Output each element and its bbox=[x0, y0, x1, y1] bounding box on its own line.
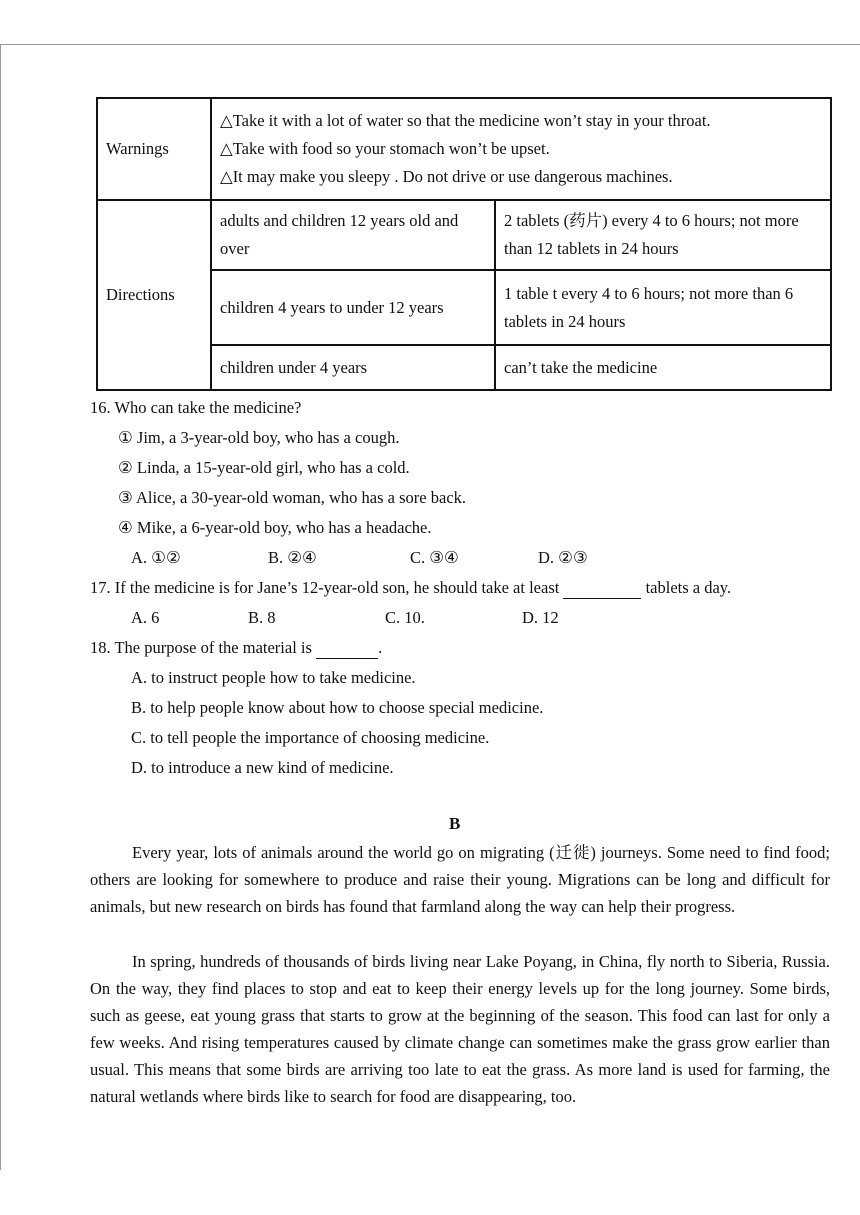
directions-label: Directions bbox=[97, 200, 211, 390]
question-16-stem: 16. Who can take the medicine? bbox=[90, 398, 302, 417]
question-16-statement: ③ Alice, a 30-year-old woman, who has a sore back. bbox=[118, 488, 467, 507]
question-18-stem-text: 18. The purpose of the material is bbox=[90, 638, 312, 657]
warnings-row bbox=[97, 98, 831, 200]
warnings-label: Warnings bbox=[97, 98, 211, 200]
question-18-option-a: A. to instruct people how to take medicine. bbox=[131, 668, 416, 687]
warning-item: △Take with food so your stomach won’t be upset. bbox=[220, 139, 550, 158]
question-16-option-b: B. ②④ bbox=[268, 548, 317, 567]
direction-dose: 1 table t every 4 to 6 hours; not more than 6 tablets in 24 hours bbox=[495, 270, 831, 345]
passage-paragraph: In spring, hundreds of thousands of birds living near Lake Poyang, in China, fly north to Siberia, Russia. On the way, they find places to stop and eat to keep their energy levels up for the long journey. Some birds, such as geese, eat young grass that starts to grow at the beginning of the season. This food can last for only a few weeks. And rising temperatures caused by climate change can sometimes make the grass grow earlier than usual. This means that some birds are arriving too late to eat the grass. As more land is used for farming, the natural wetlands where birds like to search for food are disappearing, too. bbox=[90, 952, 830, 1106]
medicine-label-table bbox=[96, 97, 832, 391]
warnings-list bbox=[211, 98, 831, 200]
direction-dose: can’t take the medicine bbox=[495, 345, 831, 390]
question-18-option-d: D. to introduce a new kind of medicine. bbox=[131, 758, 394, 777]
warning-item: △It may make you sleepy . Do not drive or use dangerous machines. bbox=[220, 167, 673, 186]
page-left-border bbox=[0, 44, 1, 1170]
page-top-border bbox=[0, 44, 860, 45]
question-16-option-d: D. ②③ bbox=[538, 548, 588, 567]
answer-blank bbox=[316, 638, 378, 659]
directions-row bbox=[97, 200, 831, 270]
direction-group: adults and children 12 years old and over bbox=[211, 200, 495, 270]
direction-dose: 2 tablets (药片) every 4 to 6 hours; not more than 12 tablets in 24 hours bbox=[495, 200, 831, 270]
section-title-b: B bbox=[449, 814, 461, 833]
question-16-statement: ② Linda, a 15-year-old girl, who has a cold. bbox=[118, 458, 410, 477]
question-16-statement: ① Jim, a 3-year-old boy, who has a cough. bbox=[118, 428, 400, 447]
warning-item: △Take it with a lot of water so that the medicine won’t stay in your throat. bbox=[220, 111, 711, 130]
answer-blank bbox=[563, 578, 641, 599]
question-18-stem bbox=[90, 638, 382, 659]
question-17-option-c: C. 10. bbox=[385, 608, 425, 627]
question-17-option-b: B. 8 bbox=[248, 608, 276, 627]
question-17-stem bbox=[90, 578, 731, 599]
direction-group: children under 4 years bbox=[211, 345, 495, 390]
question-17-stem-text: 17. If the medicine is for Jane’s 12-year-old son, he should take at least bbox=[90, 578, 560, 597]
question-18-option-b: B. to help people know about how to choose special medicine. bbox=[131, 698, 544, 717]
question-17-option-a: A. 6 bbox=[131, 608, 160, 627]
question-18-option-c: C. to tell people the importance of choosing medicine. bbox=[131, 728, 490, 747]
question-16-option-a: A. ①② bbox=[131, 548, 181, 567]
question-17-option-d: D. 12 bbox=[522, 608, 559, 627]
question-16-statement: ④ Mike, a 6-year-old boy, who has a headache. bbox=[118, 518, 432, 537]
direction-group: children 4 years to under 12 years bbox=[211, 270, 495, 345]
question-18-stem-end: . bbox=[378, 638, 383, 657]
question-17-stem-end: tablets a day. bbox=[645, 578, 732, 597]
passage-paragraph: Every year, lots of animals around the world go on migrating (迁徙) journeys. Some need to find food; others are looking for somewhere to produce and raise their young. Migrations can be long and difficult for animals, but new research on birds has found that farmland along the way can help their progress. bbox=[90, 843, 830, 916]
question-16-option-c: C. ③④ bbox=[410, 548, 459, 567]
